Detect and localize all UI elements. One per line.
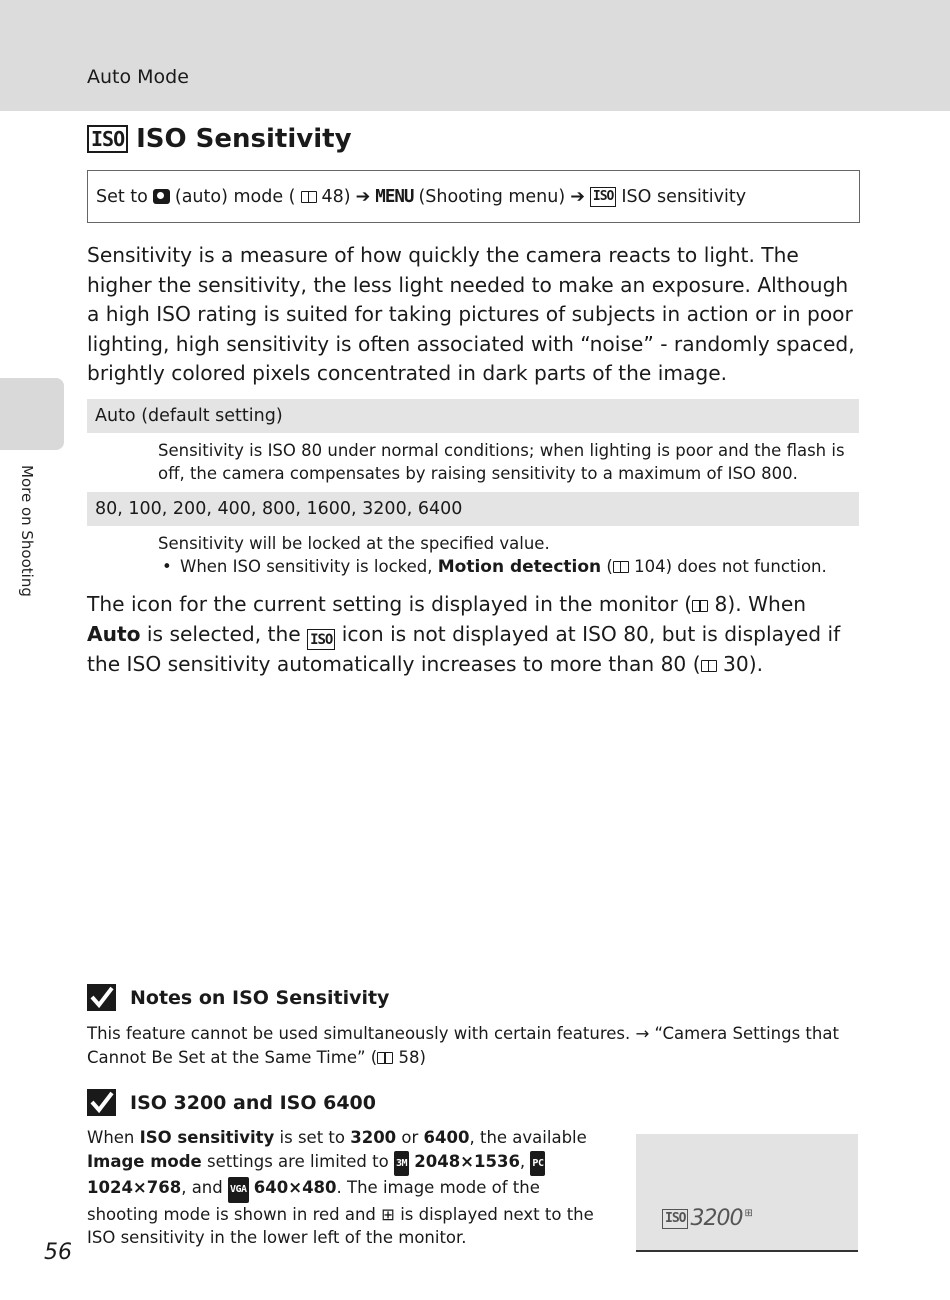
section-title: ISO Sensitivity bbox=[136, 124, 352, 154]
option-row-auto bbox=[87, 399, 859, 433]
note-text: settings are limited to bbox=[201, 1151, 394, 1171]
note-text: . The image mode of the shooting mode is shown in red and ⊞ is displayed next to the ISO sensitivity in the lower left of the monitor. bbox=[87, 1178, 594, 1247]
image-mode-3m-icon: 3M bbox=[394, 1151, 409, 1177]
book-ref-icon bbox=[692, 600, 708, 612]
note-text: When bbox=[87, 1128, 140, 1147]
book-ref-icon bbox=[301, 191, 317, 203]
iso-icon: ISO bbox=[590, 187, 616, 207]
page-number: 56 bbox=[44, 1240, 72, 1265]
note-text: is set to bbox=[274, 1128, 351, 1147]
image-mode-vga-icon: VGA bbox=[228, 1177, 249, 1203]
note-text: 58) bbox=[398, 1047, 426, 1067]
note-bold: 6400 bbox=[423, 1128, 470, 1147]
side-tab bbox=[0, 378, 64, 450]
option-desc-text: Sensitivity will be locked at the specified value. bbox=[158, 534, 550, 553]
note-heading bbox=[87, 1089, 376, 1116]
note-title: Notes on ISO Sensitivity bbox=[130, 986, 390, 1009]
note-body bbox=[87, 1126, 612, 1250]
note-bold: 3200 bbox=[350, 1128, 397, 1147]
para-text: The icon for the current setting is displayed in the monitor ( bbox=[87, 592, 693, 616]
para-bold: Auto bbox=[87, 621, 141, 646]
para-text: icon is not displayed at ISO 80, but is displayed if the ISO sensitivity automatically increases to more than 80 ( bbox=[87, 621, 841, 676]
iso-icon: ISO bbox=[87, 125, 128, 153]
arrow-right-icon: ➔ bbox=[570, 186, 585, 207]
note-title: ISO 3200 and ISO 6400 bbox=[130, 1091, 376, 1114]
note-text: This feature cannot be used simultaneously with certain features. → “Camera Settings that Cannot Be Set at the Same Time” ( bbox=[87, 1024, 839, 1067]
check-icon bbox=[87, 984, 116, 1011]
menu-icon: MENU bbox=[375, 186, 414, 207]
option-bullet: • When ISO sensitivity is locked, Motion detection ( 104) does not function. bbox=[162, 557, 827, 577]
note-bold: Image mode bbox=[87, 1151, 202, 1171]
chapter-title: Auto Mode bbox=[87, 66, 189, 88]
note-text: , the available bbox=[469, 1128, 587, 1147]
option-label: 80, 100, 200, 400, 800, 1600, 3200, 6400 bbox=[95, 499, 463, 519]
note-text: or bbox=[396, 1128, 424, 1147]
nav-set-to: Set to bbox=[96, 186, 148, 207]
book-ref-icon bbox=[701, 660, 717, 672]
check-icon bbox=[87, 1089, 116, 1116]
note-bold: 2048×1536 bbox=[414, 1151, 520, 1171]
side-tab-label: More on Shooting bbox=[18, 465, 36, 597]
camera-icon bbox=[153, 189, 170, 204]
iso-icon: ISO bbox=[662, 1209, 688, 1229]
menu-path-box bbox=[87, 170, 860, 223]
monitor-icon-paragraph bbox=[87, 590, 862, 680]
nav-auto-mode: (auto) mode ( bbox=[174, 186, 296, 207]
bullet-ref: 104) does not function. bbox=[634, 557, 827, 576]
nav-shooting-menu: (Shooting menu) bbox=[418, 186, 566, 207]
grid-mark-icon: ⊞ bbox=[744, 1208, 753, 1219]
note-text: , bbox=[519, 1151, 531, 1171]
nav-iso-sensitivity: ISO sensitivity bbox=[621, 186, 747, 207]
option-desc-values bbox=[158, 532, 858, 579]
iso-icon: ISO bbox=[307, 629, 335, 650]
para-text: 8). When bbox=[714, 592, 807, 616]
monitor-illustration bbox=[636, 1134, 858, 1252]
intro-paragraph: Sensitivity is a measure of how quickly the camera reacts to light. The higher the sensitivity, the less light needed to make an exposure. Although a high ISO rating is suited for taking pictures of subjects in action or in poor lighting, high sensitivity is often associated with “noise” - randomly spaced, brightly colored pixels concentrated in dark parts of the image. bbox=[87, 243, 855, 385]
note-bold: 1024×768 bbox=[87, 1178, 182, 1197]
section-heading bbox=[87, 124, 352, 154]
option-row-values bbox=[87, 492, 859, 526]
book-ref-icon bbox=[377, 1052, 393, 1064]
bullet-dot: • bbox=[162, 557, 172, 576]
note-heading bbox=[87, 984, 389, 1011]
option-desc-auto: Sensitivity is ISO 80 under normal conditions; when lighting is poor and the flash is off, the camera compensates by raising sensitivity to a maximum of ISO 800. bbox=[158, 441, 845, 483]
bullet-text: When ISO sensitivity is locked, bbox=[180, 557, 438, 576]
para-text: is selected, the bbox=[140, 621, 308, 646]
nav-ref: 48) bbox=[321, 186, 351, 207]
note-body bbox=[87, 1022, 862, 1069]
monitor-iso-readout bbox=[662, 1206, 753, 1231]
image-mode-pc-icon: PC bbox=[530, 1151, 545, 1177]
note-bold: 640×480 bbox=[253, 1178, 337, 1197]
note-text: , and bbox=[181, 1178, 228, 1197]
book-ref-icon bbox=[613, 561, 629, 573]
monitor-iso-value: 3200 bbox=[690, 1206, 743, 1231]
bullet-bold: Motion detection bbox=[437, 557, 602, 577]
header-band bbox=[0, 0, 950, 111]
note-bold: ISO sensitivity bbox=[139, 1128, 275, 1147]
arrow-right-icon: ➔ bbox=[355, 186, 371, 207]
option-label: Auto (default setting) bbox=[95, 406, 283, 426]
para-text: 30). bbox=[723, 652, 763, 676]
